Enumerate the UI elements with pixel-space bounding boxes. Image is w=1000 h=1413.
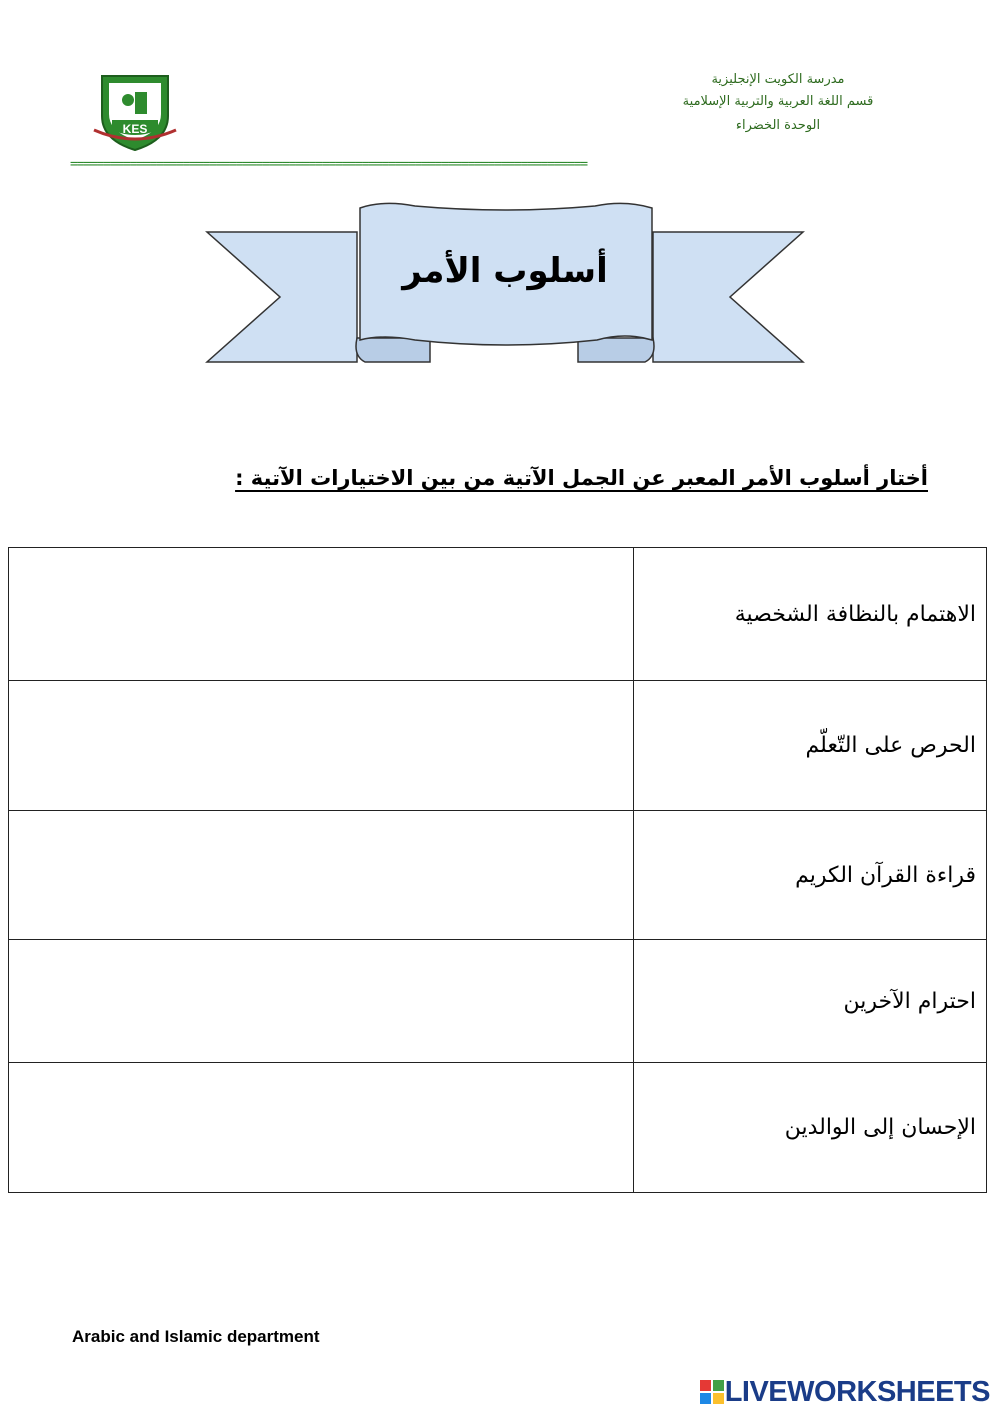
school-name: مدرسة الكويت الإنجليزية [711, 72, 845, 87]
instruction-text: أختار أسلوب الأمر المعبر عن الجمل الآتية من بين الاختيارات الآتية : [235, 466, 928, 490]
answer-field[interactable] [9, 681, 634, 811]
phrase-cell: الحرص على التّعلّم [634, 681, 987, 811]
answer-field[interactable] [9, 548, 634, 681]
table-row [9, 1063, 987, 1193]
table-row [9, 940, 987, 1063]
table-row [9, 811, 987, 940]
banner-title: أسلوب الأمر [402, 251, 608, 291]
worksheet-table [8, 547, 987, 1193]
school-logo [92, 70, 178, 154]
header-separator: ============================================================================== [70, 157, 587, 172]
liveworksheets-logo-icon [699, 1379, 725, 1405]
answer-field[interactable] [9, 811, 634, 940]
title-banner [205, 200, 805, 368]
answer-field[interactable] [9, 1063, 634, 1193]
phrase-cell: قراءة القرآن الكريم [634, 811, 987, 940]
phrase-cell: احترام الآخرين [634, 940, 987, 1063]
phrase-cell: الإحسان إلى الوالدين [634, 1063, 987, 1193]
unit-name: الوحدة الخضراء [735, 118, 821, 133]
footer-text: Arabic and Islamic department [72, 1327, 320, 1346]
liveworksheets-text: LIVEWORKSHEETS [724, 1375, 990, 1408]
answer-field[interactable] [9, 940, 634, 1063]
logo-text: KES [122, 122, 148, 136]
table-row [9, 548, 987, 681]
table-row [9, 681, 987, 811]
phrase-cell: الاهتمام بالنظافة الشخصية [634, 548, 987, 681]
liveworksheets-watermark[interactable] [699, 1374, 990, 1410]
department-name: قسم اللغة العربية والتربية الإسلامية [682, 94, 874, 109]
